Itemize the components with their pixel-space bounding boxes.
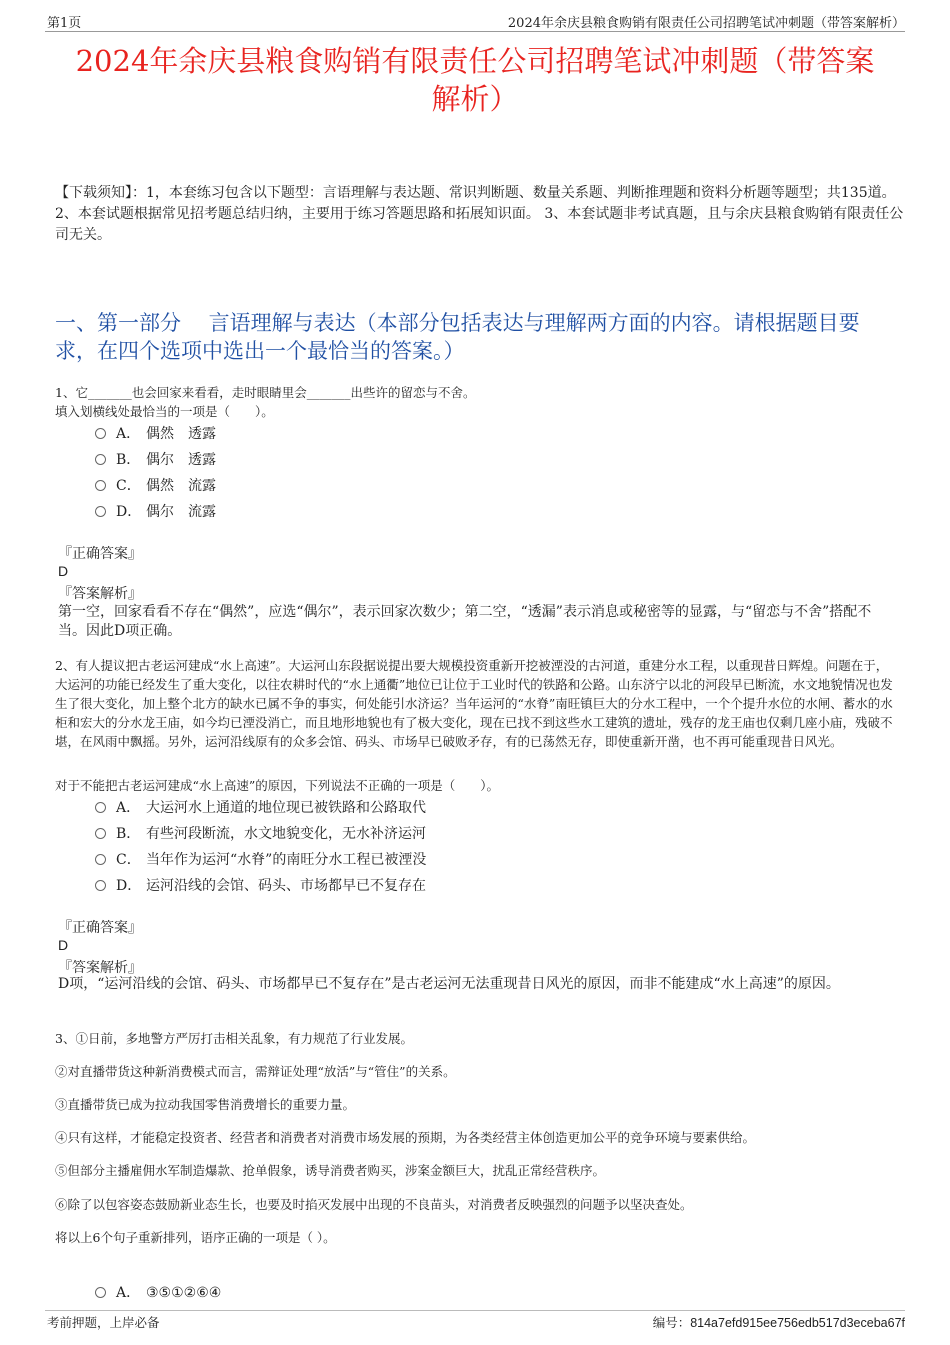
q3-sentence-3: ③直播带货已成为拉动我国零售消费增长的重要力量。: [55, 1097, 356, 1112]
q2-prompt: 对于不能把古老运河建成“水上高速”的原因，下列说法不正确的一项是（ ）。: [55, 778, 500, 793]
q1-correct-answer: D: [58, 563, 69, 579]
q1-stem: 1、它_______也会回家来看看，走时眼睛里会_______出些许的留恋与不舍。: [55, 385, 476, 400]
radio-icon[interactable]: [95, 1287, 106, 1298]
q1-option-a[interactable]: A． 偶然 透露: [95, 424, 216, 444]
q2-option-b[interactable]: B． 有些河段断流，水文地貌变化，无水补济运河: [95, 824, 426, 844]
q3-sentence-6: ⑥除了以包容姿态鼓励新业态生长，也要及时掐灭发展中出现的不良苗头，对消费者反映强烈的问题予以坚决查处。: [55, 1197, 693, 1212]
radio-icon[interactable]: [95, 802, 106, 813]
footer-slogan: 考前押题，上岸必备: [47, 1315, 160, 1330]
q1-prompt: 填入划横线处最恰当的一项是（ ）。: [55, 404, 274, 419]
radio-icon[interactable]: [95, 828, 106, 839]
footer-serial: 编号：814a7efd915ee756edb517d3eceba67f: [652, 1316, 905, 1330]
title-line-1: 2024年余庆县粮食购销有限责任公司招聘笔试冲刺题（带答案: [75, 44, 875, 78]
q1-analysis-label: 『答案解析』: [58, 586, 142, 602]
radio-icon[interactable]: [95, 428, 106, 439]
q1-option-c[interactable]: C． 偶然 流露: [95, 476, 216, 496]
radio-icon[interactable]: [95, 480, 106, 491]
page-number: 第1页: [47, 16, 82, 31]
q2-correct-answer-label: 『正确答案』: [58, 920, 142, 936]
header-divider: [45, 31, 905, 32]
q2-correct-answer: D: [58, 937, 69, 953]
q1-option-d[interactable]: D． 偶尔 流露: [95, 502, 216, 522]
q2-option-a[interactable]: A． 大运河水上通道的地位现已被铁路和公路取代: [95, 798, 426, 818]
q2-option-c[interactable]: C． 当年作为运河“水脊”的南旺分水工程已被湮没: [95, 850, 426, 870]
radio-icon[interactable]: [95, 506, 106, 517]
q2-stem: 2、有人提议把古老运河建成“水上高速”。大运河山东段据说提出要大规模投资重新开挖被湮没的古河道，重建分水工程，以重现昔日辉煌。问题在于，大运河的功能已经发生了重大变化，以往农耕时代的“水上通衢”地位已让位于工业时代的铁路和公路。山东济宁以北的河段早已断流，水文地貌情况也发生了很大变化，加上整个北方的缺水已属不争的事实，何处能引水济运？当年运河的“水脊”南旺镇巨大的分水工程中，一个个提升水位的水闸、蓄水的水柜和宏大的分水龙王庙，如今均已湮没消亡，而且地形地貌也有了极大变化，现在已找不到这些水工建筑的遗址，残存的龙王庙也仅剩几座小庙，残破不堪，在风雨中飘摇。另外，运河沿线原有的众多会馆、码头、市场早已破败矛存，有的已荡然无存，即使重新开凿，也不再可能重现昔日风光。: [55, 658, 893, 749]
q3-sentence-4: ④只有这样，才能稳定投资者、经营者和消费者对消费市场发展的预期，为各类经营主体创造更加公平的竞争环境与要素供给。: [55, 1130, 756, 1145]
radio-icon[interactable]: [95, 454, 106, 465]
radio-icon[interactable]: [95, 854, 106, 865]
q1-correct-answer-label: 『正确答案』: [58, 546, 142, 562]
q3-sentence-2: ②对直播带货这种新消费模式而言，需辩证处理“放活”与“管住”的关系。: [55, 1064, 456, 1079]
q1-option-b[interactable]: B． 偶尔 透露: [95, 450, 216, 470]
section-title: 一、第一部分 言语理解与表达（本部分包括表达与理解两方面的内容。请根据题目要求，在四个选项中选出一个最恰当的答案。）: [55, 311, 860, 363]
q2-analysis-label: 『答案解析』: [58, 960, 142, 976]
q3-option-a[interactable]: A． ③⑤①②⑥④: [95, 1283, 221, 1303]
q3-sentence-5: ⑤但部分主播雇佣水军制造爆款、抢单假象，诱导消费者购买，涉案金额巨大，扰乱正常经营秩序。: [55, 1163, 606, 1178]
page-title: [40, 42, 910, 118]
q2-analysis: D项，“运河沿线的会馆、码头、市场都早已不复存在”是古老运河无法重现昔日风光的原因，而非不能建成“水上高速”的原因。: [58, 976, 840, 992]
download-notice: 【下载须知】：1，本套练习包含以下题型：言语理解与表达题、常识判断题、数量关系题、判断推理题和资料分析题等题型；共135道。 2、本套试题根据常见招考题总结归纳，主要用于练习答题思路和拓展知识面。 3、本套试题非考试真题，且与余庆县粮食购销有限责任公司无关。: [55, 185, 904, 243]
q1-analysis: 第一空，回家看看不存在“偶然”，应选“偶尔”，表示回家次数少；第二空，“透漏”表示消息或秘密等的显露，与“留恋与不舍”搭配不当。因此D项正确。: [58, 604, 872, 639]
q2-option-d[interactable]: D． 运河沿线的会馆、码头、市场都早已不复存在: [95, 876, 426, 896]
footer-divider: [45, 1310, 905, 1311]
title-line-2: 解析）: [431, 82, 519, 116]
radio-icon[interactable]: [95, 880, 106, 891]
header-doc-title: 2024年余庆县粮食购销有限责任公司招聘笔试冲刺题（带答案解析）: [507, 16, 905, 31]
q3-prompt: 将以上6个句子重新排列，语序正确的一项是（ ）。: [55, 1230, 336, 1245]
q3-sentence-1: 3、①日前，多地警方严厉打击相关乱象，有力规范了行业发展。: [55, 1031, 413, 1046]
